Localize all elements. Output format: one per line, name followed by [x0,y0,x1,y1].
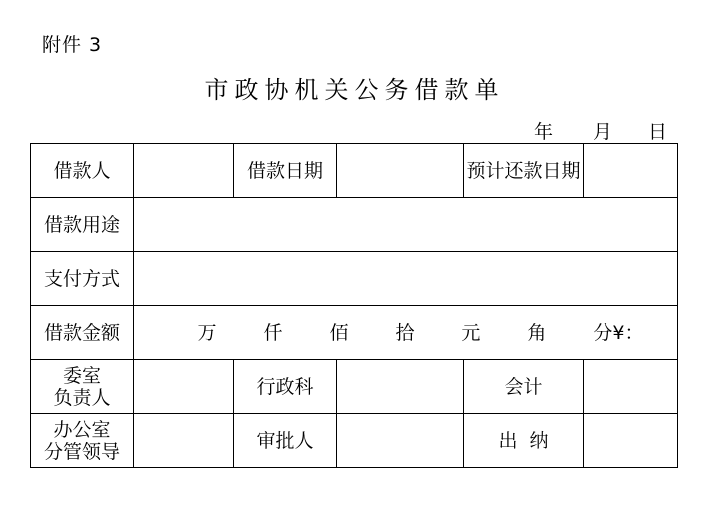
borrower-label: 借款人 [31,144,134,198]
committee-head-line1: 委室 [62,364,101,387]
office-manager-line2: 分管领导 [43,440,120,463]
currency-symbol: ¥： [612,321,644,344]
expected-return-date-label: 预计还款日期 [464,144,584,198]
year-unit: 年 [533,121,553,143]
payment-method-field[interactable] [134,252,678,306]
attachment-label: 附件 3 [42,34,103,56]
cashier-field[interactable] [584,414,678,468]
amount-label: 借款金额 [31,306,134,360]
accounting-label: 会计 [464,360,584,414]
form-title: 市政协机关公务借款单 [204,76,505,104]
accounting-field[interactable] [584,360,678,414]
office-manager-label [31,414,134,468]
committee-head-field[interactable] [134,360,234,414]
borrower-field[interactable] [134,144,234,198]
approver-field[interactable] [337,414,464,468]
approver-label: 审批人 [234,414,337,468]
purpose-field[interactable] [134,198,678,252]
unit-wan: 万 [197,321,217,344]
office-manager-field[interactable] [134,414,234,468]
month-unit: 月 [592,121,612,143]
office-manager-line1: 办公室 [53,418,111,441]
borrow-date-label: 借款日期 [234,144,337,198]
cashier-label: 出 纳 [464,414,584,468]
unit-jiao: 角 [527,321,547,344]
borrow-date-field[interactable] [337,144,464,198]
loan-form-table [30,143,678,468]
purpose-label: 借款用途 [31,198,134,252]
date-line [534,117,667,144]
amount-units [134,322,677,344]
unit-qian: 仟 [263,321,283,344]
unit-bai: 佰 [329,321,349,344]
amount-field[interactable] [134,306,678,360]
unit-fen: 分 [593,321,613,344]
committee-head-label [31,360,134,414]
expected-return-date-field[interactable] [584,144,678,198]
admin-section-field[interactable] [337,360,464,414]
unit-fen-currency [593,322,643,344]
admin-section-label: 行政科 [234,360,337,414]
unit-shi: 拾 [395,321,415,344]
day-unit: 日 [647,121,667,143]
payment-method-label: 支付方式 [31,252,134,306]
committee-head-line2: 负责人 [53,386,111,409]
unit-yuan: 元 [461,321,481,344]
